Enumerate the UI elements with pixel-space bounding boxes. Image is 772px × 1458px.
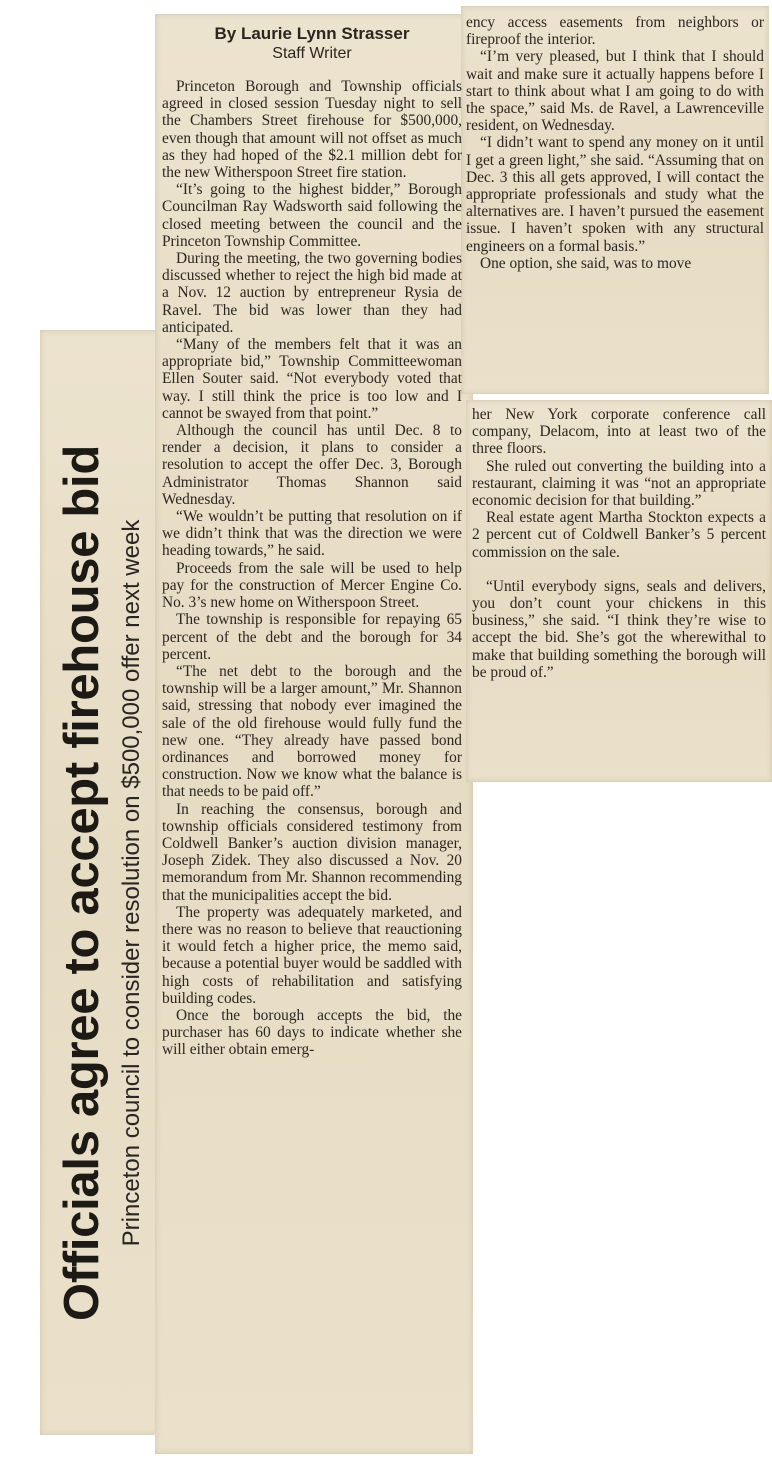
paragraph: “The net debt to the borough and the township will be a larger amount,” Mr. Shannon said, stressing that nobody ever imagined the sale of the old firehouse would fully fund the new one. “They already have passed bond ordinances and borrowed money for construction. Now we know what the balance is that needs to be paid off.” bbox=[162, 662, 462, 801]
byline-role: Staff Writer bbox=[272, 45, 352, 62]
paragraph: Real estate agent Martha Stockton expects a 2 percent cut of Coldwell Banker’s 5 percent commission on the sale. bbox=[472, 509, 766, 561]
paragraph: She ruled out converting the building into a restaurant, claiming it was “not an appropriate economic decision for that building.” bbox=[472, 457, 766, 510]
paragraph: “We wouldn’t be putting that resolution on if we didn’t think that was the direction we were heading towards,” he said. bbox=[162, 508, 462, 560]
paragraph: In reaching the consensus, borough and township officials considered testimony from Coldwell Banker’s auction division manager, Joseph Zidek. They also discussed a Nov. 20 memorandum from Mr. Shannon recommending that the municipalities accept the bid. bbox=[162, 800, 462, 904]
paragraph-gap bbox=[472, 561, 766, 578]
headline: Officials agree to accept firehouse bid bbox=[55, 444, 109, 1321]
paragraph: “I’m very pleased, but I think that I should wait and make sure it actually happens before I start to think about what I am going to do with the space,” said Ms. de Ravel, a Lawrenceville resident, on Wednesday. bbox=[466, 48, 764, 135]
paragraph: “It’s going to the highest bidder,” Borough Councilman Ray Wadsworth said following the closed meeting between the council and the Princeton Township Committee. bbox=[162, 181, 462, 250]
headline-block bbox=[40, 330, 162, 1435]
paragraph-continued: ency access easements from neighbors or fireproof the interior. bbox=[466, 14, 764, 49]
byline-author: By Laurie Lynn Strasser bbox=[214, 24, 410, 43]
byline bbox=[162, 24, 462, 63]
paragraph: During the meeting, the two governing bodies discussed whether to reject the high bid made at a Nov. 12 auction by entrepreneur Rysia de Ravel. The bid was lower than they had anticipated. bbox=[162, 250, 462, 336]
paragraph: Although the council has until Dec. 8 to render a decision, it plans to consider a resolution to accept the offer Dec. 3, Borough Administrator Thomas Shannon said Wednesday. bbox=[162, 422, 462, 508]
paragraph: One option, she said, was to move bbox=[480, 254, 692, 272]
paragraph: Once the borough accepts the bid, the purchaser has 60 days to indicate whether she will either obtain emerg- bbox=[162, 1006, 462, 1059]
paragraph: Princeton Borough and Township officials agreed in closed session Tuesday night to sell the Chambers Street firehouse for $500,000, even though that amount will not offset as much as they had hoped of the $2.1 million debt for the new Witherspoon Street fire station. bbox=[162, 78, 462, 182]
paragraph: “I didn’t want to spend any money on it until I get a green light,” she said. “Assuming that on Dec. 3 this all gets approved, I will contact the appropriate professionals and study what the alternatives are. I haven’t pursued the easement issue. I haven’t spoken with any structural engineers on a formal basis.” bbox=[466, 134, 764, 255]
subheadline: Princeton council to consider resolution on $500,000 offer next week bbox=[118, 519, 145, 1246]
paragraph: The township is responsible for repaying 65 percent of the debt and the borough for 34 percent. bbox=[162, 611, 462, 663]
paragraph: The property was adequately marketed, and there was no reason to believe that reauctioning it would fetch a higher price, the memo said, because a potential buyer would be saddled with high costs of rehabilitation and satisfying building codes. bbox=[162, 903, 462, 1007]
article-column-1 bbox=[162, 78, 462, 1059]
article-column-2-bottom bbox=[472, 406, 766, 681]
paragraph: Proceeds from the sale will be used to help pay for the construction of Mercer Engine Co. No. 3’s new home on Witherspoon Street. bbox=[162, 559, 462, 612]
paragraph-continued: her New York corporate conference call company, Delacom, into at least two of the three floors. bbox=[472, 406, 766, 458]
paragraph: “Until everybody signs, seals and delivers, you don’t count your chickens in this business,” she said. “I think they’re wise to accept the bid. She’s got the wherewithal to make that building something the borough will be proud of.” bbox=[472, 577, 766, 681]
paragraph: “Many of the members felt that it was an appropriate bid,” Township Committeewoman Ellen Souter said. “Not everybody voted that way. I still think the price is too low and I cannot be swayed from that point.” bbox=[162, 336, 462, 422]
article-column-2-top bbox=[466, 14, 764, 272]
